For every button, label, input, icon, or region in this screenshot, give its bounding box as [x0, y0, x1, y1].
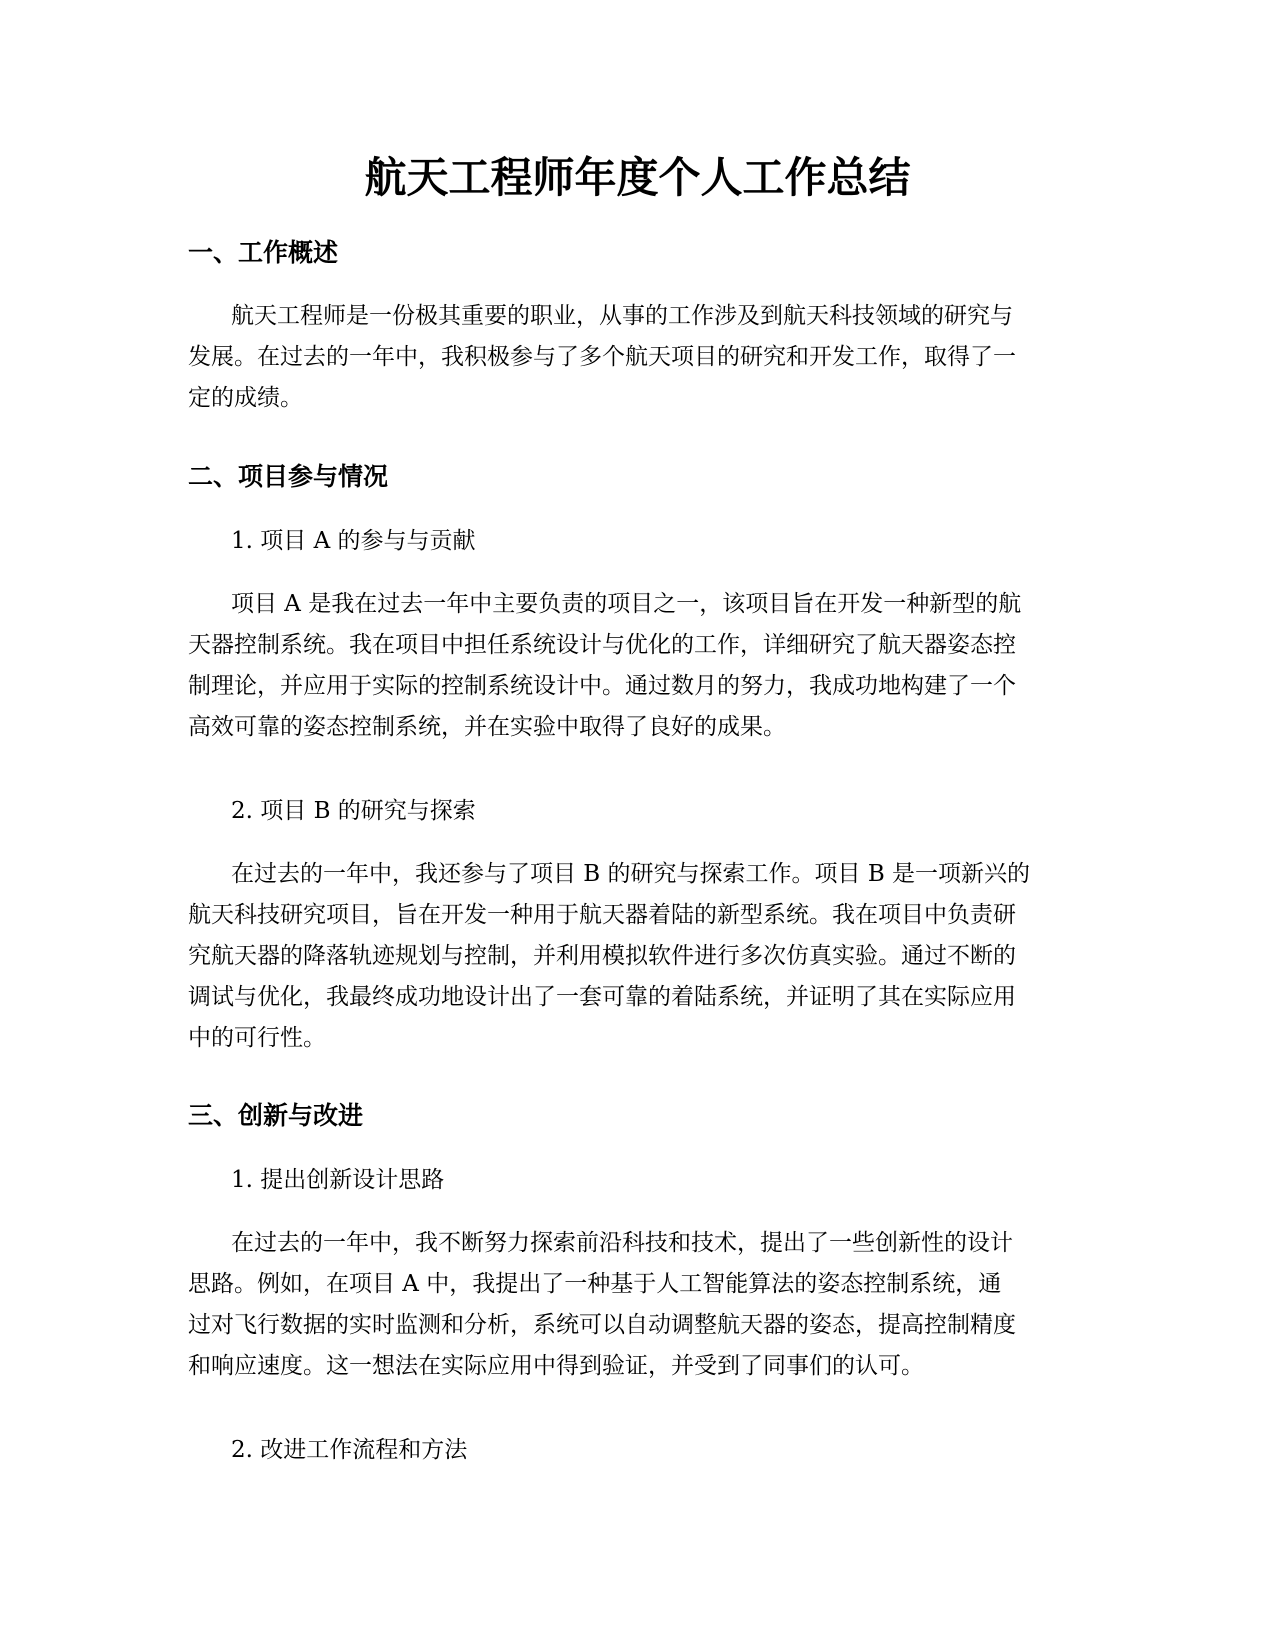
paragraph-line: 究航天器的降落轨迹规划与控制，并利用模拟软件进行多次仿真实验。通过不断的 — [188, 943, 1016, 969]
paragraph-project-b — [188, 854, 1088, 1059]
paragraph-line: 定的成绩。 — [188, 385, 303, 411]
subheading-innovative-design: 1. 提出创新设计思路 — [231, 1167, 445, 1193]
paragraph-line: 过对飞行数据的实时监测和分析，系统可以自动调整航天器的姿态，提高控制精度 — [188, 1312, 1016, 1338]
paragraph-line: 项目 A 是我在过去一年中主要负责的项目之一，该项目旨在开发一种新型的航 — [231, 591, 1022, 617]
paragraph-line: 发展。在过去的一年中，我积极参与了多个航天项目的研究和开发工作，取得了一 — [188, 344, 1016, 370]
subheading-improve-workflow: 2. 改进工作流程和方法 — [231, 1437, 468, 1463]
paragraph-line: 在过去的一年中，我不断努力探索前沿科技和技术，提出了一些创新性的设计 — [231, 1230, 1013, 1256]
subheading-project-a: 1. 项目 A 的参与与贡献 — [231, 528, 476, 554]
subheading-project-b: 2. 项目 B 的研究与探索 — [231, 798, 476, 824]
paragraph-line: 思路。例如，在项目 A 中，我提出了一种基于人工智能算法的姿态控制系统，通 — [188, 1271, 1002, 1297]
paragraph-line: 和响应速度。这一想法在实际应用中得到验证，并受到了同事们的认可。 — [188, 1353, 924, 1379]
paragraph-line: 中的可行性。 — [188, 1025, 326, 1051]
paragraph-line: 航天科技研究项目，旨在开发一种用于航天器着陆的新型系统。我在项目中负责研 — [188, 902, 1016, 928]
section-heading-overview: 一、工作概述 — [188, 238, 339, 267]
document-title: 航天工程师年度个人工作总结 — [364, 153, 911, 202]
section-paragraph-overview — [188, 296, 1088, 419]
paragraph-project-a — [188, 584, 1088, 748]
section-heading-innovation: 三、创新与改进 — [188, 1101, 364, 1130]
paragraph-line: 制理论，并应用于实际的控制系统设计中。通过数月的努力，我成功地构建了一个 — [188, 673, 1016, 699]
paragraph-line: 在过去的一年中，我还参与了项目 B 的研究与探索工作。项目 B 是一项新兴的 — [231, 861, 1031, 887]
paragraph-line: 调试与优化，我最终成功地设计出了一套可靠的着陆系统，并证明了其在实际应用 — [188, 984, 1016, 1010]
paragraph-innovative-design — [188, 1223, 1088, 1387]
section-heading-projects: 二、项目参与情况 — [188, 462, 389, 491]
paragraph-line: 天器控制系统。我在项目中担任系统设计与优化的工作，详细研究了航天器姿态控 — [188, 632, 1016, 658]
paragraph-line: 航天工程师是一份极其重要的职业，从事的工作涉及到航天科技领域的研究与 — [231, 303, 1013, 329]
paragraph-line: 高效可靠的姿态控制系统，并在实验中取得了良好的成果。 — [188, 714, 786, 740]
